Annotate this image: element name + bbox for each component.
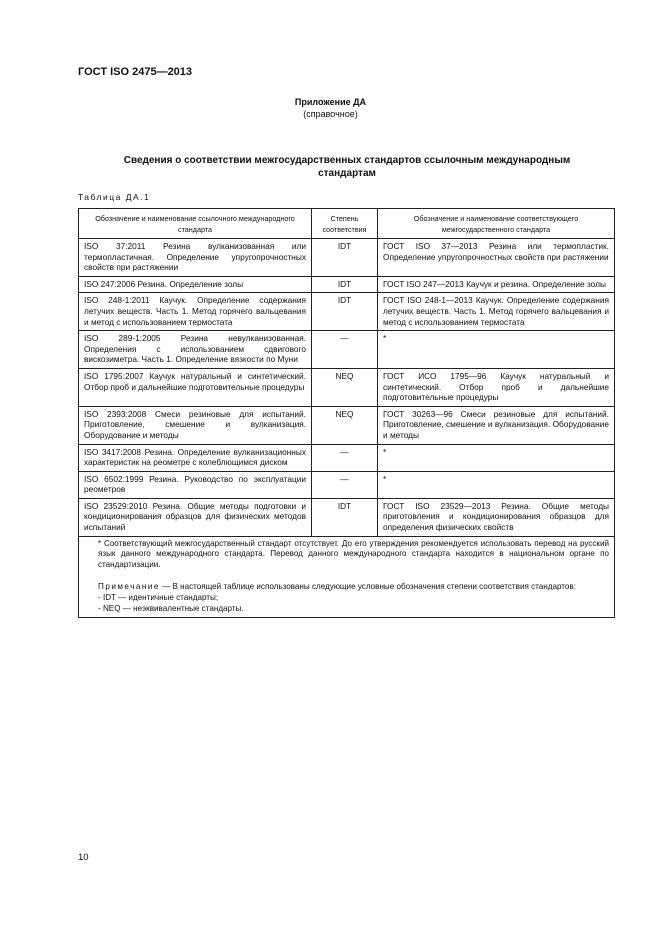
note-item-idt: - IDT — идентичные стандарты; — [98, 593, 219, 603]
table-row — [79, 331, 615, 369]
annex-heading — [0, 96, 661, 120]
degree-cell: IDT — [312, 498, 378, 536]
note-item-neq: - NEQ — неэквивалентные стандарты. — [98, 603, 244, 613]
table-footer-row — [79, 536, 615, 618]
gost-standard-cell: ГОСТ ИСО 1795—96 Каучук натуральный и синтетический. Отбор проб и дальнейшие подготовительные процедуры — [378, 368, 615, 406]
gost-standard-cell: ГОСТ ISO 23529—2013 Резина. Общие методы приготовления и кондиционирования образцов для определения физических свойств — [378, 498, 615, 536]
table-header-row — [79, 209, 615, 239]
note-label: Примечание — [98, 582, 160, 592]
gost-standard-cell: ГОСТ ISO 247—2013 Каучук и резина. Определение золы — [378, 276, 615, 293]
gost-standard-cell: ГОСТ 30263—96 Смеси резиновые для испытаний. Приготовление, смешение и вулканизация. Оборудование и методы — [378, 406, 615, 444]
annex-type: (справочное) — [303, 109, 358, 119]
table-label: Таблица ДА.1 — [78, 192, 151, 202]
degree-cell: NEQ — [312, 368, 378, 406]
table-row — [79, 239, 615, 277]
table-body — [79, 239, 615, 537]
reference-standard-cell: ISO 23529:2010 Резина. Общие методы подготовки и кондиционирования образцов для физических методов испытаний — [79, 498, 312, 536]
reference-standard-cell: ISO 289-1:2005 Резина невулканизованная. Определения с использованием сдвигового вискозиметра. Часть 1. Определение вязкости по Муни — [79, 331, 312, 369]
degree-cell: — — [312, 444, 378, 471]
table-row — [79, 293, 615, 331]
annex-title: Приложение ДА — [294, 97, 367, 107]
degree-cell: IDT — [312, 239, 378, 277]
reference-standard-cell: ISO 3417:2008 Резина. Определение вулканизационных характеристик на реометре с колеблющимся диском — [79, 444, 312, 471]
column-header-degree: Степень соответствия — [312, 209, 378, 239]
column-header-reference: Обозначение и наименование ссылочного международного стандарта — [79, 209, 312, 239]
gost-standard-cell: * — [378, 444, 615, 471]
footnote: * Соответствующий межгосударственный стандарт отсутствует. До его утверждения рекомендуется использовать перевод на русский язык данного международного стандарта. Перевод данного международного стандарта находится в национальном органе по стандартизации. — [98, 538, 609, 569]
degree-cell: — — [312, 471, 378, 498]
reference-standard-cell: ISO 247:2006 Резина. Определение золы — [79, 276, 312, 293]
reference-standard-cell: ISO 2393:2008 Смеси резиновые для испытаний. Приготовление, смешение и вулканизация. Оборудование и методы — [79, 406, 312, 444]
reference-standard-cell: ISO 248-1:2011 Каучук. Определение содержания летучих веществ. Часть 1. Метод горячего вальцевания и метод с использованием термостата — [79, 293, 312, 331]
column-header-gost: Обозначение и наименование соответствующего межгосударственного стандарта — [378, 209, 615, 239]
gost-standard-cell: * — [378, 331, 615, 369]
gost-standard-cell: ГОСТ ISO 37—2013 Резина или термопластик. Определение упругопрочностных свойств при растяжении — [378, 239, 615, 277]
page-number: 10 — [78, 852, 89, 863]
gost-standard-cell: * — [378, 471, 615, 498]
degree-cell: IDT — [312, 293, 378, 331]
degree-cell: — — [312, 331, 378, 369]
gost-standard-cell: ГОСТ ISO 248-1—2013 Каучук. Определение содержания летучих веществ. Часть 1. Метод горячего вальцевания и метод с использованием термостата — [378, 293, 615, 331]
table-row — [79, 498, 615, 536]
reference-standard-cell: ISO 37:2011 Резина вулканизованная или термопластичная. Определение упругопрочностных свойств при растяжении — [79, 239, 312, 277]
page-header: ГОСТ ISO 2475—2013 — [78, 66, 193, 78]
document-title: Сведения о соответствии межгосударственных стандартов ссылочным международным стандартам — [123, 155, 571, 179]
degree-cell: NEQ — [312, 406, 378, 444]
note-text: — В настоящей таблице использованы следующие условные обозначения степени соответствия стандартов: — [162, 582, 576, 592]
table-footer — [79, 536, 615, 618]
reference-standard-cell: ISO 1795:2007 Каучук натуральный и синтетический. Отбор проб и дальнейшие подготовительные процедуры — [79, 368, 312, 406]
correspondence-table — [78, 208, 615, 618]
table-row — [79, 406, 615, 444]
degree-cell: IDT — [312, 276, 378, 293]
note — [84, 582, 609, 593]
table-row — [79, 444, 615, 471]
reference-standard-cell: ISO 6502:1999 Резина. Руководство по эксплуатации реометров — [79, 471, 312, 498]
table-row — [79, 471, 615, 498]
table-row — [79, 276, 615, 293]
table-row — [79, 368, 615, 406]
